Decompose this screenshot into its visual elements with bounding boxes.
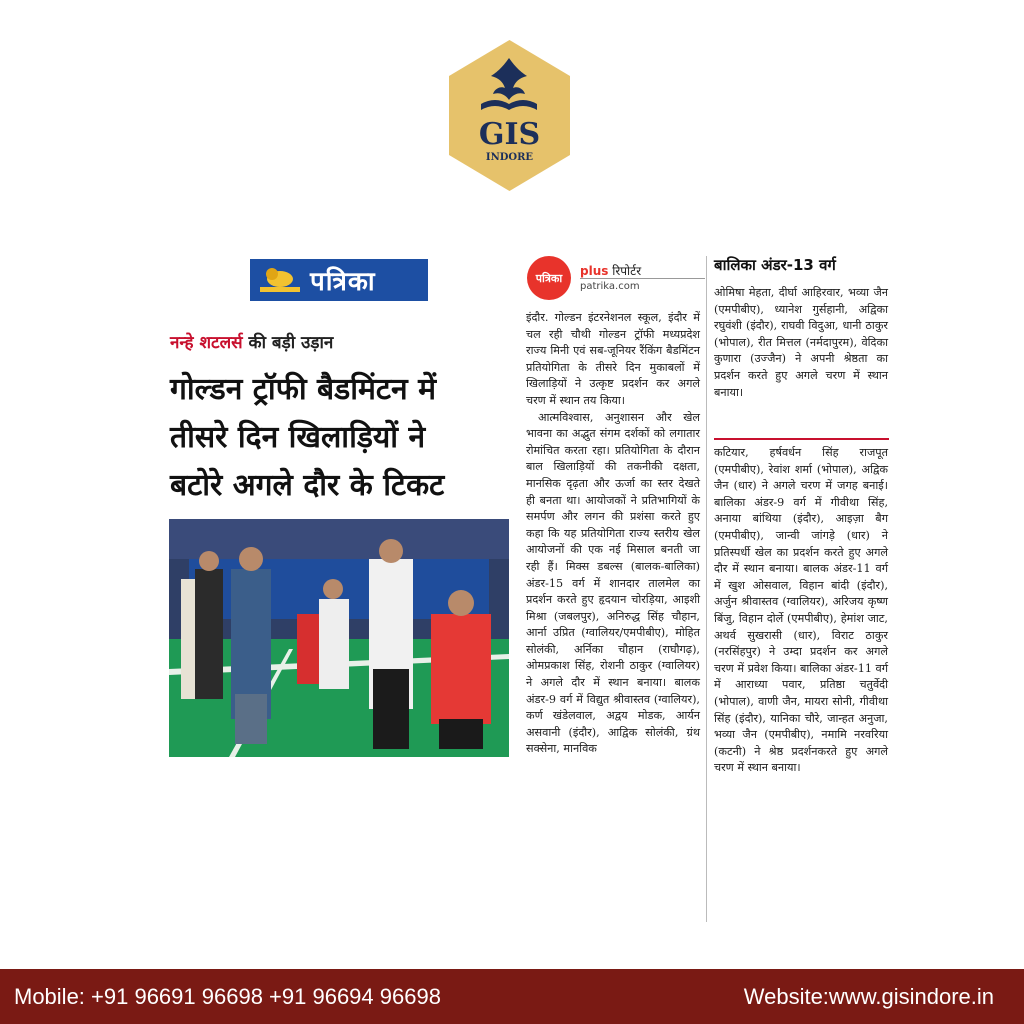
byline-divider: [580, 278, 705, 279]
article-photo: [169, 519, 509, 757]
article-paragraph: ओमिषा मेहता, दीर्घा आहिरवार, भव्या जैन (एमपीबीए), ध्यानेश गुर्सहानी, अद्विका रघुवंशी (इंदौर), राघवी विदुआ, धानी ठाकुर (भोपाल), रीत मित्तल (नर्मदापुरम), वेदिका कुणारा (उज्जैन) ने अपनी श्रेष्ठता का प्रदर्शन करते हुए अगले चरण में स्थान बनाया।: [714, 286, 888, 399]
kicker-text: की बड़ी उड़ान: [242, 333, 334, 353]
kicker-highlight: नन्हे शटलर्स: [170, 333, 243, 353]
headline-line: गोल्डन ट्रॉफी बैडमिंटन में: [170, 372, 437, 407]
article-column-1: [526, 310, 700, 758]
footer-website[interactable]: Website:www.gisindore.in: [743, 984, 994, 1009]
masthead-name: पत्रिका: [310, 267, 376, 297]
article-paragraph: कटियार, हर्षवर्धन सिंह राजपूत (एमपीबीए), रेवांश शर्मा (भोपाल), अद्विक जैन (धार) ने अगले चरण में जगह बनाई। बालिका अंडर-9 वर्ग में गीवीथा सिंह, अनाया बांथिया (इंदौर), आइज़ा बैग (एमपीबीए), जान्वी जांगड़े (धार) ने प्रतिस्पर्धी खेल का प्रदर्शन करते हुए अगले दौर में स्थान बनाया। बालक अंडर-11 वर्ग में खुश ओसवाल, विहान बांदी (इंदौर), अर्जुन श्रीवास्तव (ग्वालियर), अरिजय कृष्ण बिंजु, विहान दोर्ले (एमपीबीए), हेमांश जाट, अथर्व सुखरासी (धार), विराट ठाकुर (नरसिंहपुर) ने उम्दा प्रदर्शन कर अगले चरण में प्रवेश किया। बालिका अंडर-11 वर्ग में आराध्या पवार, प्रतिष्ठा चतुर्वेदी (भोपाल), वाणी जैन, मायरा सोनी, गीवीथा सिंह (इंदौर), यानिका चौरे, जान्हत अनुजा, भव्या जैन (एमपीबीए), नमामि नरवरिया (कटनी) ने श्रेष्ठ प्रदर्शनकरते हुए अगले चरण में स्थान बनाया।: [714, 446, 889, 775]
column-divider: [706, 256, 707, 922]
article-subhead: बालिका अंडर-13 वर्ग: [714, 256, 836, 274]
patrika-badge: पत्रिका: [527, 256, 571, 300]
reporter-label: [580, 262, 641, 279]
logo-subtext: INDORE: [485, 152, 534, 163]
gis-logo: [447, 38, 572, 193]
headline-line: तीसरे दिन खिलाड़ियों ने: [170, 420, 426, 455]
contact-footer: [0, 969, 1024, 1024]
headline-line: बटोरे अगले दौर के टिकट: [170, 468, 445, 503]
article-kicker: [170, 330, 333, 353]
lion-emblem-icon: [250, 259, 310, 301]
article-paragraph: आत्मविश्वास, अनुशासन और खेल भावना का अद्भुत संगम दर्शकों को लगातार रोमांचित करता रहा। प्रतियोगिता के दौरान बाल खिलाड़ियों की तकनीकी दक्षता, मानसिक दृढ़ता और ऊर्जा का स्तर देखते ही बनता था। आयोजकों ने प्रतिभागियों के समर्पण और लगन की प्रशंसा करते हुए कहा कि यह प्रतियोगिता राज्य स्तरीय खेल आयोजनों की एक नई मिसाल बनती जा रही हैं। मिक्स डबल्स (बालक-बालिका) अंडर-15 वर्ग में शानदार तालमेल का प्रदर्शन करते हुए हृदयान चोरड़िया, आइशी मिश्रा (जबलपुर), अनिरुद्ध सिंह चौहान, आर्ना उप्रित (ग्वालियर/एमपीबीए), मोहित सोलंकी, अर्निका चौहान (राघौगढ़), ओमप्रकाश सिंह, रोशनी ठाकुर (ग्वालियर) ने अगले दौर में स्थान बनाया। बालक अंडर-9 वर्ग में विद्युत श्रीवास्तव (ग्वालियर), कर्ण खंडेलवाल, अद्वय मोडक, आर्यन असवानी (इंदौर), आद्विक सोलंकी, ग्रंथ सक्सेना, मानविक: [526, 410, 700, 756]
article-column-2-top: [714, 285, 888, 401]
reporter-text: रिपोर्टर: [608, 264, 642, 278]
plus-label: plus: [580, 264, 609, 278]
logo-text: GIS: [478, 117, 541, 152]
article-paragraph: इंदौर. गोल्डन इंटरनेशनल स्कूल, इंदौर में चल रही चौथी गोल्डन ट्रॉफी मध्यप्रदेश राज्य मिनी एवं सब-जूनियर रैंकिंग बैडमिंटन प्रतियोगिता के तीसरे दिन मुकाबलों में खिलाड़ियों ने उत्कृष्ट प्रदर्शन कर अगले चरण में स्थान तय किया।: [526, 311, 700, 407]
footer-mobile: Mobile: +91 96691 96698 +91 96694 96698: [14, 984, 441, 1009]
article-headline: [170, 366, 510, 510]
article-byline: [527, 256, 707, 300]
byline-site: patrika.com: [580, 281, 640, 292]
article-column-2-bottom: [714, 445, 888, 777]
section-divider: [714, 438, 889, 440]
newspaper-masthead: [250, 259, 428, 301]
